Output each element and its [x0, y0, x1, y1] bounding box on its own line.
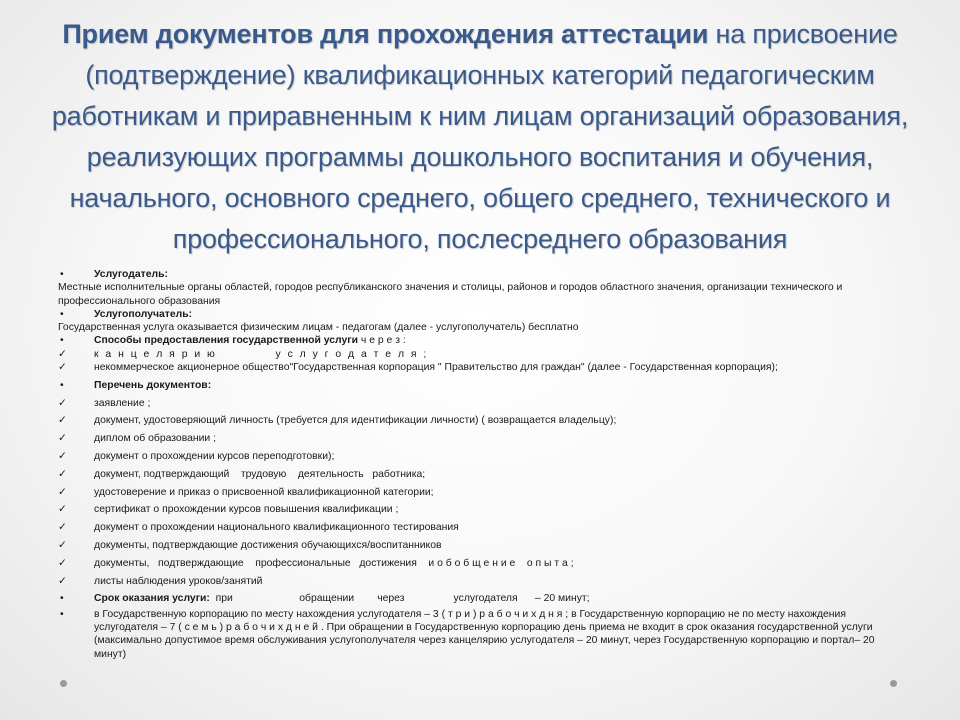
doc-text: документ, удостоверяющий личность (требуется для идентификации личности) ( возвращается владельцу); [94, 415, 617, 427]
doc-text: документ о прохождении национального квалификационного тестирования [94, 522, 459, 534]
check-icon: ✓ [58, 451, 67, 463]
doc-text: документ, подтверждающий трудовую деятельность работника; [94, 468, 426, 480]
doc-item [58, 539, 898, 552]
check-icon: ✓ [58, 433, 67, 445]
slide-title-rest: на присвоение (подтверждение) квалификационных категорий педагогическим работникам и приравненным к ним лицам организаций образования, реализующих программы дошкольного воспитания и обучения, начального, основного среднего, общего среднего, технического и профессионального, послесреднего образования [51, 19, 909, 254]
doc-item [58, 557, 898, 570]
doc-text: листы наблюдения уроков/занятий [94, 575, 263, 587]
docs-label: Перечень документов: [94, 379, 212, 391]
term-detail-text: в Государственную корпорацию по месту нахождения услугодателя – 3 ( т р и ) р а б о ч и х д н я ; в Государственную корпорацию не по месту нахождения услугодателя – 7 ( с е м ь ) р а б о ч и х д н е й . При обращении в Государственную корпорацию день приема не входит в срок оказания государственной услуги (максимально допустимое время обслуживания услугополучателя через канцелярию услугодателя – 20 минут, через Государственную корпорацию и портал– 20 минут) [94, 608, 875, 660]
recipient-label: Услугополучатель: [94, 308, 193, 320]
provider-label: Услугодатель: [94, 269, 168, 280]
check-icon: ✓ [58, 486, 67, 498]
doc-item [58, 468, 898, 481]
method-item [58, 361, 898, 374]
check-icon: ✓ [58, 397, 67, 409]
methods-label: Способы предоставления государственной услуги [94, 335, 359, 347]
slide-body [58, 268, 898, 661]
method-item [58, 348, 898, 361]
bullet-icon: • [60, 269, 64, 280]
bullet-icon: • [60, 335, 64, 347]
check-icon: ✓ [58, 348, 67, 360]
method-2: некоммерческое акционерное общество"Государственная корпорация " Правительство для граждан" (далее - Государственная корпорация); [94, 362, 778, 374]
doc-item [58, 432, 898, 445]
docs-heading [58, 379, 898, 392]
check-icon: ✓ [58, 540, 67, 552]
term-detail [58, 608, 898, 661]
slide-title [40, 14, 920, 260]
doc-item [58, 397, 898, 410]
check-icon: ✓ [58, 362, 67, 374]
doc-text: документ о прохождении курсов переподготовки); [94, 451, 335, 463]
doc-text: удостоверение и приказ о присвоенной квалификационной категории; [94, 486, 434, 498]
check-icon: ✓ [58, 575, 67, 587]
doc-text: сертификат о прохождении курсов повышения квалификации ; [94, 504, 399, 516]
doc-text: диплом об образовании ; [94, 433, 216, 445]
bullet-icon: • [60, 379, 64, 391]
slide-title-bold: Прием документов для прохождения аттестации [62, 19, 709, 49]
check-icon: ✓ [58, 557, 67, 569]
check-icon: ✓ [58, 522, 67, 534]
term-heading [58, 592, 898, 605]
provider-text: Местные исполнительные органы областей, городов республиканского значения и столицы, районов и городов областного значения, организации технического и профессионального образования [58, 282, 843, 307]
check-icon: ✓ [58, 504, 67, 516]
doc-item [58, 450, 898, 463]
doc-item [58, 486, 898, 499]
bullet-icon: • [60, 308, 64, 320]
check-icon: ✓ [58, 468, 67, 480]
doc-item [58, 575, 898, 588]
doc-item [58, 414, 898, 427]
bullet-icon: • [60, 593, 64, 605]
bullet-icon: • [60, 608, 64, 620]
methods-heading [58, 334, 898, 347]
doc-item [58, 521, 898, 534]
method-1: к а н ц е л я р и ю у с л у г о д а т е л я ; [94, 348, 429, 360]
term-text: при обращении через услугодателя – 20 минут; [209, 593, 590, 605]
check-icon: ✓ [58, 415, 67, 427]
slide-dot-left [60, 680, 67, 687]
doc-text: документы, подтверждающие достижения обучающихся/воспитанников [94, 540, 442, 552]
doc-text: документы, подтверждающие профессиональные достижения и о б о б щ е н и е о п ы т а ; [94, 557, 574, 569]
slide-dot-right [890, 680, 897, 687]
doc-text: заявление ; [94, 397, 151, 409]
provider-heading [58, 268, 898, 281]
methods-suffix: ч е р е з : [358, 335, 406, 347]
doc-item [58, 503, 898, 516]
recipient-text: Государственная услуга оказывается физическим лицам - педагогам (далее - услугополучатель) бесплатно [58, 322, 579, 334]
term-label: Срок оказания услуги: [94, 593, 210, 605]
recipient-heading [58, 308, 898, 321]
